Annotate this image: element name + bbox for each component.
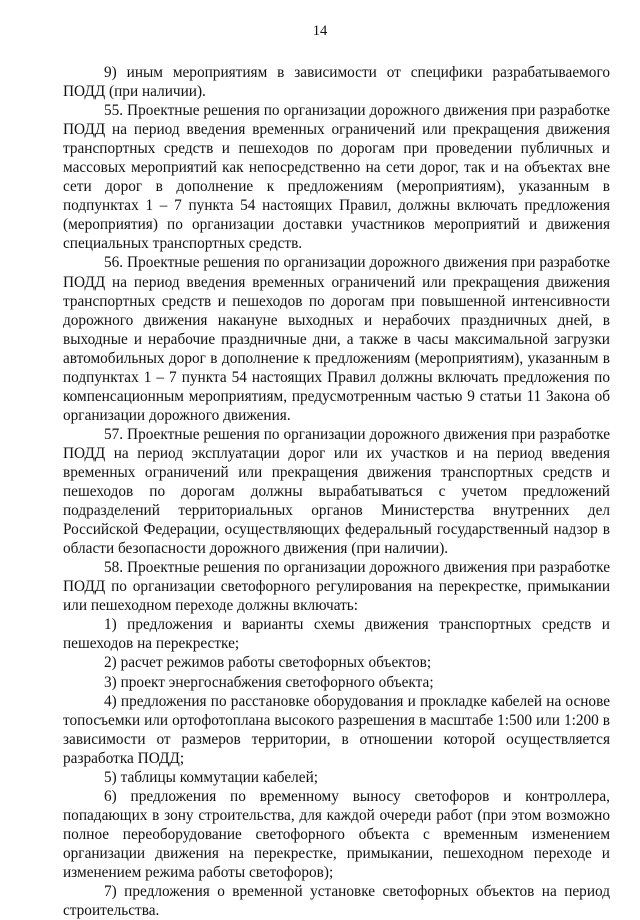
paragraph-57: 57. Проектные решения по организации дорожного движения при разработке ПОДД на период эксплуатации дорог или их участков и на период введения временных ограничений или прекращения движения транспортных средств и пешеходов по дорогам должны вырабатываться с учетом предложений подразделений территориальных органов Министерства внутренних дел Российской Федерации, осуществляющих федеральный государственный надзор в области безопасности дорожного движения (при наличии). <box>63 425 610 558</box>
list-item-4: 4) предложения по расстановке оборудования и прокладке кабелей на основе топосъемки или ортофотоплана высокого разрешения в масштабе 1:500 или 1:200 в зависимости от размеров территории, в отношении которой осуществляется разработка ПОДД; <box>63 692 610 767</box>
paragraph-56: 56. Проектные решения по организации дорожного движения при разработке ПОДД на период введения временных ограничений или прекращения движения транспортных средств и пешеходов по дорогам при повышенной интенсивности дорожного движения накануне выходных и нерабочих праздничных дней, в выходные и нерабочие праздничные дни, а также в часы максимальной загрузки автомобильных дорог в дополнение к предложениям (мероприятиям), указанным в подпунктах 1 – 7 пункта 54 настоящих Правил должны включать предложения по компенсационным мероприятиям, предусмотренным частью 9 статьи 11 Закона об организации дорожного движения. <box>63 254 610 424</box>
list-item-5: 5) таблицы коммутации кабелей; <box>104 768 319 786</box>
list-item-1: 1) предложения и варианты схемы движения транспортных средств и пешеходов на перекрестке; <box>63 616 610 653</box>
list-item-7: 7) предложения о временной установке светофорных объектов на период строительства. <box>63 883 610 920</box>
paragraph-55: 55. Проектные решения по организации дорожного движения при разработке ПОДД на период введения временных ограничений или прекращения движения транспортных средств и пешеходов по дорогам при проведении публичных и массовых мероприятий как непосредственно на сети дорог, так и на объектах вне сети дорог в дополнение к предложениям (мероприятиям), указанным в подпунктах 1 – 7 пункта 54 настоящих Правил, должны включать предложения (мероприятия) по организации доставки участников мероприятий и движения специальных транспортных средств. <box>63 102 610 253</box>
list-item-3: 3) проект энергоснабжения светофорного объекта; <box>104 673 434 691</box>
paragraph-item-9: 9) иным мероприятиям в зависимости от специфики разрабатываемого ПОДД (при наличии). <box>63 64 610 101</box>
list-item-6: 6) предложения по временному выносу светофоров и контроллера, попадающих в зону строительства, для каждой очереди работ (при этом возможно полное переоборудование светофорного объекта с временным изменением организации движения на перекрестке, примыкании, пешеходном переходе и изменением режима работы светофоров); <box>63 787 610 881</box>
paragraph-58: 58. Проектные решения по организации дорожного движения при разработке ПОДД по организации светофорного регулирования на перекрестке, примыкании или пешеходном переходе должны включать: <box>63 559 610 615</box>
document-body <box>63 63 610 920</box>
list-item-2: 2) расчет режимов работы светофорных объектов; <box>104 654 432 672</box>
page-number: 14 <box>312 23 328 39</box>
